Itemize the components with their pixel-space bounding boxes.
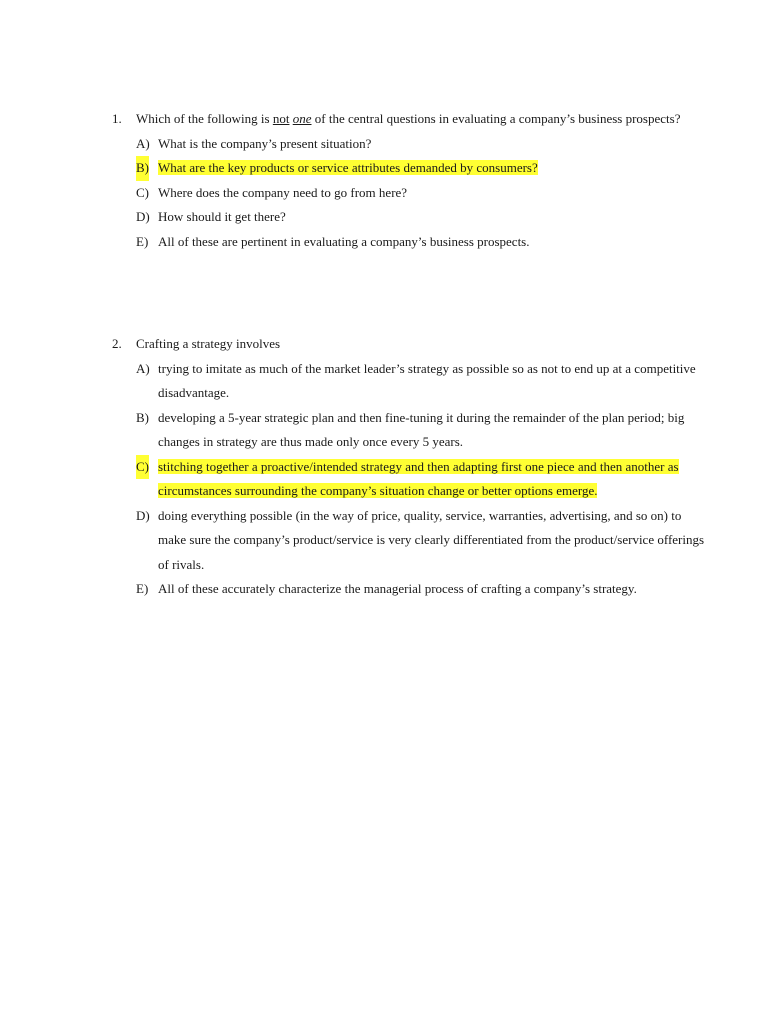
question-2-option-c	[112, 455, 712, 504]
option-letter: A)	[136, 135, 150, 151]
question-2-stem	[112, 332, 712, 357]
option-text: All of these accurately characterize the managerial process of crafting a company’s strategy.	[158, 581, 637, 596]
question-2-option-e	[112, 577, 712, 602]
question-2-option-d	[112, 504, 712, 578]
question-2	[112, 332, 712, 602]
question-2-options	[112, 357, 712, 602]
question-1-option-b	[112, 156, 712, 181]
question-1-options	[112, 132, 712, 255]
option-text: trying to imitate as much of the market leader’s strategy as possible so as not to end up at a competitive disadvantage.	[158, 360, 696, 400]
question-1-option-a	[112, 132, 712, 157]
question-2-number: 2.	[112, 336, 122, 351]
question-1-stem	[112, 107, 712, 132]
question-1-option-c	[112, 181, 712, 206]
option-text: developing a 5-year strategic plan and then fine-tuning it during the remainder of the plan period; big changes in strategy are thus made only once every 5 years.	[158, 409, 685, 449]
option-letter: D)	[136, 507, 150, 523]
question-1-number: 1.	[112, 111, 122, 126]
option-letter: A)	[136, 360, 150, 376]
option-letter: C)	[136, 184, 149, 200]
option-text-highlighted: What are the key products or service attributes demanded by consumers?	[158, 160, 538, 175]
option-letter: E)	[136, 581, 149, 596]
option-letter: E)	[136, 233, 149, 249]
question-2-option-b	[112, 406, 712, 455]
question-1-stem-not: not	[272, 111, 290, 126]
option-text: All of these are pertinent in evaluating a company’s business prospects.	[158, 233, 530, 249]
question-1-option-d	[112, 205, 712, 230]
option-text: What is the company’s present situation?	[158, 135, 372, 151]
option-text: doing everything possible (in the way of price, quality, service, warranties, advertising, and so on) to make sure the company’s product/service is very clearly differentiated from the product/service offerings of rivals.	[158, 507, 705, 572]
question-1	[112, 107, 712, 254]
option-text: Where does the company need to go from here?	[158, 184, 408, 200]
option-text-highlighted: stitching together a proactive/intended strategy and then adapting first one piece and then another as circumstances surrounding the company’s situation change or better options emerge.	[158, 458, 679, 498]
question-1-stem-one: one	[292, 111, 312, 126]
option-letter: B)	[136, 156, 149, 181]
question-2-stem-text: Crafting a strategy involves	[136, 336, 281, 351]
question-1-stem-text-before: Which of the following is	[136, 111, 273, 126]
question-1-option-e	[112, 230, 712, 255]
option-letter: D)	[136, 209, 150, 224]
option-letter: C)	[136, 455, 149, 480]
question-2-option-a	[112, 357, 712, 406]
option-letter: B)	[136, 409, 149, 425]
question-1-stem-text-after: of the central questions in evaluating a company’s business prospects?	[311, 111, 681, 126]
option-text: How should it get there?	[158, 209, 286, 224]
